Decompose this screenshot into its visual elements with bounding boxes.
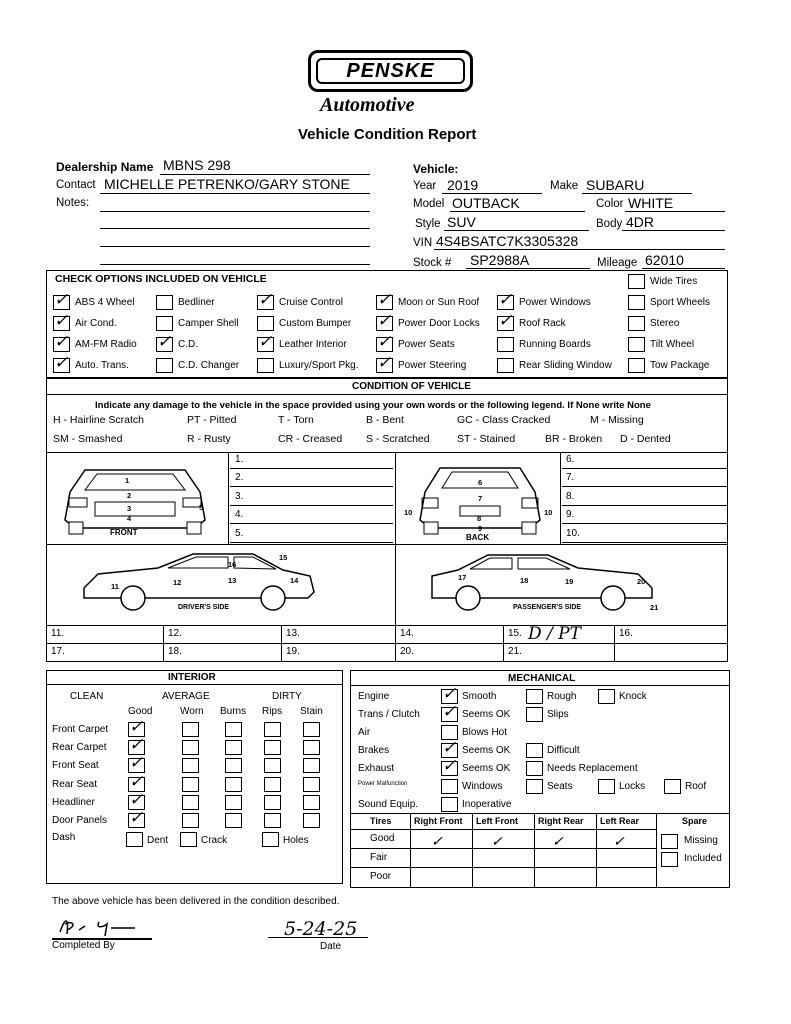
mechanical-checkbox[interactable] [526,689,543,704]
clean-label: CLEAN [70,691,104,702]
interior-row-label: Front Seat [52,760,99,772]
interior-col-header: Burns [220,706,247,717]
option-label: Power Seats [398,339,455,350]
mechanical-row-label: Sound Equip. [358,799,419,810]
interior-col-header: Rips [262,706,283,717]
color-value[interactable]: WHITE [628,195,674,211]
option-label: Roof Rack [519,318,566,329]
option-label: Camper Shell [178,318,239,329]
option-label: ABS 4 Wheel [75,297,135,308]
tires-col-divider [534,813,535,888]
contact-label: Contact [56,179,96,191]
legend-item: H - Hairline Scratch [53,414,145,426]
option-label: Tow Package [650,360,710,371]
damage-line[interactable] [230,486,393,487]
tire-good-check: ✓ [552,833,564,849]
mechanical-checkbox[interactable] [526,743,543,758]
damage-entry-18[interactable]: D / PT [528,624,581,644]
legend-item: SM - Smashed [53,433,123,445]
dash-option-label: Crack [201,835,228,846]
interior-row-label: Rear Seat [52,778,98,790]
damage-line-number: 17. [51,646,65,657]
tires-row-label: Good [370,833,395,844]
mileage-label: Mileage [597,257,638,269]
dealership-value[interactable]: MBNS 298 [163,157,231,173]
damage-line-number: 8. [566,490,575,502]
mechanical-checkbox[interactable] [441,707,458,722]
vin-label: VIN [413,237,433,249]
option-label: C.D. [178,339,198,350]
damage-cell-divider [163,625,164,662]
interior-col-header: Good [128,706,153,717]
mechanical-option-label: Windows [462,781,503,792]
damage-marker: 10 [404,508,413,517]
option-label: Moon or Sun Roof [398,297,480,308]
mechanical-row-label: Air [358,727,371,738]
dash-label: Dash [52,832,76,843]
tire-good-check: ✓ [431,833,443,849]
damage-line-number: 18. [168,646,182,657]
tires-row-line [350,848,656,849]
damage-marker: 5 [199,503,204,512]
damage-marker: 17 [458,573,467,582]
legend-item: D - Dented [620,433,671,445]
damage-marker: 3 [127,504,132,513]
interior-row-label: Rear Carpet [52,742,107,754]
damage-line[interactable] [230,542,393,543]
tires-col-divider [656,813,657,888]
mechanical-checkbox[interactable] [598,779,615,794]
page-title: Vehicle Condition Report [298,126,477,143]
option-checkbox[interactable] [156,295,173,310]
damage-cell-divider [395,625,396,662]
mechanical-option-label: Slips [547,709,569,720]
damage-marker: 18 [520,576,529,585]
spare-option-label: Missing [684,835,718,846]
interior-checkbox[interactable] [182,813,199,828]
legend-item: M - Missing [590,414,644,426]
option-checkbox[interactable] [53,316,70,331]
tire-good-check: ✓ [613,833,625,849]
make-label: Make [550,180,579,192]
interior-checkbox[interactable] [225,740,242,755]
year-label: Year [413,180,437,192]
damage-line[interactable] [230,523,393,524]
vehicle-label: Vehicle: [413,162,459,176]
mechanical-checkbox[interactable] [526,779,543,794]
interior-checkbox[interactable] [264,813,281,828]
option-checkbox[interactable] [376,337,393,352]
legend-item: B - Bent [366,414,404,426]
mechanical-option-label: Knock [619,691,647,702]
stock-value[interactable]: SP2988A [470,252,530,268]
option-checkbox[interactable] [257,337,274,352]
mechanical-option-label: Needs Replacement [547,763,638,774]
mechanical-option-label: Rough [547,691,577,702]
option-label: Sport Wheels [650,297,711,308]
option-checkbox[interactable] [53,337,70,352]
mechanical-option-label: Smooth [462,691,497,702]
model-label: Model [413,198,445,210]
dash-option-label: Dent [147,835,169,846]
year-value[interactable]: 2019 [447,177,479,193]
damage-line-number: 16. [619,628,633,639]
tires-row-line [350,813,656,814]
completed-by-label: Completed By [52,940,115,951]
damage-marker: 21 [650,603,659,612]
tires-col-header: Tires [370,816,392,826]
mechanical-checkbox[interactable] [441,779,458,794]
option-checkbox[interactable] [628,358,645,373]
mechanical-row-label: Brakes [358,745,390,756]
damage-line[interactable] [562,505,728,506]
damage-line-number: 15. [508,628,522,639]
interior-row-label: Headliner [52,796,95,808]
logo-text: PENSKE [316,58,465,84]
damage-marker: 8 [477,514,482,523]
option-checkbox[interactable] [628,316,645,331]
tires-col-header: Spare [682,816,708,826]
date-value[interactable]: 5-24-25 [284,918,358,940]
interior-checkbox[interactable] [225,777,242,792]
tires-col-header: Right Front [414,816,463,826]
damage-marker: 7 [478,494,483,503]
option-label: Leather Interior [279,339,347,350]
dirty-label: DIRTY [272,691,302,702]
option-label: Rear Sliding Window [519,360,612,371]
mechanical-checkbox[interactable] [441,761,458,776]
damage-line-number: 14. [400,628,414,639]
option-label: Power Windows [519,297,591,308]
interior-checkbox[interactable] [182,722,199,737]
contact-value[interactable]: MICHELLE PETRENKO/GARY STONE [104,176,350,192]
tires-col-divider [410,813,411,888]
tire-good-check: ✓ [491,833,503,849]
damage-line-number: 13. [286,628,300,639]
front-car-diagram [55,462,215,538]
damage-line[interactable] [230,468,393,469]
spare-option-label: Included [684,853,722,864]
option-label: Running Boards [519,339,591,350]
interior-checkbox[interactable] [128,813,145,828]
legend-item: GC - Class Cracked [457,414,551,426]
damage-line[interactable] [562,523,728,524]
interior-checkbox[interactable] [303,758,320,773]
date-label: Date [320,941,342,952]
option-checkbox[interactable] [628,295,645,310]
condition-instructions: Indicate any damage to the vehicle in the space provided using your own words or the following legend. If None write None [95,400,651,411]
option-label: Luxury/Sport Pkg. [279,360,359,371]
damage-line-number: 6. [566,454,575,465]
option-label: AM-FM Radio [75,339,137,350]
damage-cell-divider [503,625,504,662]
damage-line[interactable] [562,468,728,469]
option-label: Stereo [650,318,680,329]
tires-row-line [350,867,656,868]
condition-heading: CONDITION OF VEHICLE [352,381,471,392]
tires-row-line [350,829,656,830]
option-checkbox[interactable] [497,295,514,310]
damage-line-number: 2. [235,472,244,484]
damage-marker: 4 [127,514,132,523]
option-checkbox[interactable] [497,337,514,352]
option-checkbox[interactable] [156,358,173,373]
mechanical-checkbox[interactable] [598,689,615,704]
interior-checkbox[interactable] [182,777,199,792]
damage-line-number: 9. [566,509,575,521]
option-label: Custom Bumper [279,318,352,329]
damage-line-number: 11. [51,628,65,639]
body-value[interactable]: 4DR [626,214,655,230]
mechanical-row-label: Power Malfunction [358,781,408,787]
passenger-side-label: PASSENGER'S SIDE [513,604,582,611]
notes-label: Notes: [56,197,90,209]
model-value[interactable]: OUTBACK [452,195,520,211]
color-label: Color [596,198,624,210]
option-checkbox[interactable] [497,316,514,331]
interior-checkbox[interactable] [303,795,320,810]
damage-marker: 2 [127,491,132,500]
interior-checkbox[interactable] [264,722,281,737]
interior-checkbox[interactable] [264,740,281,755]
damage-marker: 13 [228,576,237,585]
damage-line[interactable] [562,542,728,543]
mechanical-row-label: Engine [358,691,390,702]
mechanical-row-label: Exhaust [358,763,395,774]
stock-label: Stock # [413,257,452,269]
damage-marker: 14 [290,576,299,585]
interior-heading: INTERIOR [168,672,216,683]
damage-line[interactable] [562,486,728,487]
damage-marker: 15 [279,553,288,562]
damage-line-number: 4. [235,509,244,521]
mechanical-checkbox[interactable] [526,707,543,722]
legend-item: S - Scratched [366,433,430,445]
damage-cell-divider [614,625,615,662]
interior-row-label: Front Carpet [52,724,109,735]
damage-line-number: 20. [400,646,414,657]
option-checkbox[interactable] [156,337,173,352]
interior-checkbox[interactable] [264,758,281,773]
damage-line-number: 7. [566,472,575,484]
mileage-value[interactable]: 62010 [645,252,684,268]
penske-logo [308,50,473,92]
dash-checkbox[interactable] [180,832,197,847]
tires-col-header: Left Rear [600,816,640,826]
option-label: C.D. Changer [178,360,240,371]
option-label: Power Door Locks [398,318,480,329]
tires-col-divider [596,813,597,888]
option-checkbox[interactable] [257,316,274,331]
tires-row-label: Fair [370,852,388,863]
driver-side-label: DRIVER'S SIDE [178,604,230,611]
interior-checkbox[interactable] [303,740,320,755]
damage-marker: 19 [565,577,574,586]
average-label: AVERAGE [162,691,210,702]
legend-item: CR - Creased [278,433,343,445]
delivery-statement: The above vehicle has been delivered in the condition described. [52,896,340,907]
damage-marker: 12 [173,578,182,587]
option-checkbox[interactable] [628,337,645,352]
back-label: BACK [466,533,490,542]
mechanical-checkbox[interactable] [441,797,458,812]
tires-col-header: Left Front [476,816,518,826]
damage-cell-divider [281,625,282,662]
damage-line-number: 5. [235,527,244,539]
option-checkbox[interactable] [156,316,173,331]
interior-checkbox[interactable] [182,758,199,773]
mechanical-option-label: Blows Hot [462,727,508,738]
tires-col-header: Right Rear [538,816,584,826]
interior-col-header: Worn [180,706,204,717]
interior-checkbox[interactable] [225,758,242,773]
dash-checkbox[interactable] [126,832,143,847]
mechanical-option-label: Roof [685,781,707,792]
option-checkbox[interactable] [53,358,70,373]
body-label: Body [596,218,623,230]
damage-line-number: 19. [286,646,300,657]
interior-row-label: Door Panels [52,815,108,826]
interior-checkbox[interactable] [303,813,320,828]
make-value[interactable]: SUBARU [586,177,645,193]
legend-item: R - Rusty [187,433,231,445]
legend-item: PT - Pitted [187,414,237,426]
damage-line-number: 10. [566,527,580,539]
interior-checkbox[interactable] [225,813,242,828]
vin-value[interactable]: 4S4BSATC7K3305328 [436,233,579,249]
interior-checkbox[interactable] [182,795,199,810]
tires-row-label: Poor [370,871,392,882]
mechanical-option-label: Inoperative [462,799,512,810]
interior-checkbox[interactable] [264,795,281,810]
option-label: Power Steering [398,360,467,371]
damage-line-number: 21. [508,646,522,657]
mechanical-heading: MECHANICAL [508,673,576,684]
option-checkbox[interactable] [257,295,274,310]
option-checkbox[interactable] [376,358,393,373]
option-checkbox[interactable] [376,295,393,310]
logo-subtitle: Automotive [320,94,415,116]
option-label: Bedliner [178,297,215,308]
mechanical-option-label: Seems OK [462,745,511,756]
damage-marker: 1 [125,476,130,485]
damage-marker: 9 [478,524,483,533]
option-checkbox[interactable] [376,316,393,331]
damage-marker: 20 [637,577,646,586]
style-value[interactable]: SUV [447,214,476,230]
mechanical-row-label: Trans / Clutch [358,709,420,720]
tires-col-divider [472,813,473,888]
damage-marker: 6 [478,478,483,487]
mechanical-option-label: Difficult [547,745,580,756]
damage-marker: 16 [228,560,237,569]
interior-checkbox[interactable] [303,722,320,737]
damage-marker: 11 [111,582,119,591]
legend-item: ST - Stained [457,433,516,445]
mechanical-option-label: Seats [547,781,573,792]
legend-item: BR - Broken [545,433,603,445]
mechanical-option-label: Locks [619,781,646,792]
spare-checkbox[interactable] [661,834,678,849]
option-label: Auto. Trans. [75,360,129,371]
option-checkbox[interactable] [497,358,514,373]
option-label: Tilt Wheel [650,339,695,350]
interior-checkbox[interactable] [182,740,199,755]
interior-col-header: Stain [300,706,323,717]
options-heading: CHECK OPTIONS INCLUDED ON VEHICLE [55,273,267,285]
front-label: FRONT [110,528,138,537]
style-label: Style [415,218,441,230]
mechanical-option-label: Seems OK [462,763,511,774]
dash-checkbox[interactable] [262,832,279,847]
damage-line-number: 12. [168,628,182,639]
interior-checkbox[interactable] [264,777,281,792]
option-label: Cruise Control [279,297,343,308]
option-label: Wide Tires [650,276,698,287]
interior-checkbox[interactable] [303,777,320,792]
legend-item: T - Torn [278,414,314,426]
dash-option-label: Holes [283,835,309,846]
damage-marker: 10 [544,508,553,517]
option-checkbox[interactable] [628,274,645,289]
option-checkbox[interactable] [257,358,274,373]
dealership-label: Dealership Name [56,160,154,174]
damage-line-number: 3. [235,490,244,502]
interior-checkbox[interactable] [225,795,242,810]
damage-line[interactable] [230,505,393,506]
option-checkbox[interactable] [53,295,70,310]
mechanical-checkbox[interactable] [526,761,543,776]
damage-line-number: 1. [235,454,244,465]
interior-checkbox[interactable] [225,722,242,737]
mechanical-option-label: Seems OK [462,709,511,720]
spare-checkbox[interactable] [661,852,678,867]
option-label: Air Cond. [75,318,117,329]
mechanical-checkbox[interactable] [664,779,681,794]
